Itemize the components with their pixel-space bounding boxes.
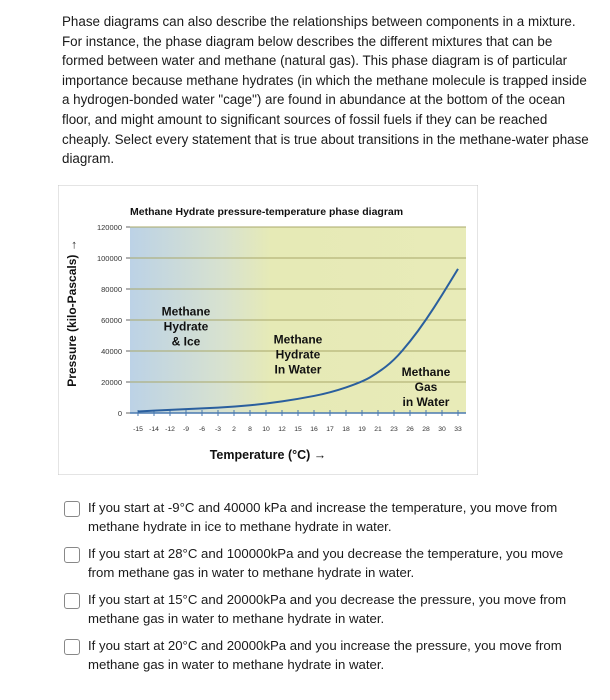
region-label: Methane Hydrate In Water	[273, 332, 323, 377]
x-tick-label: 30	[438, 426, 446, 433]
x-tick-label: 16	[310, 426, 318, 433]
y-axis-label: Pressure (kilo-Pascals) →	[65, 239, 79, 387]
x-tick-label: 18	[342, 426, 350, 433]
option-4-checkbox[interactable]	[64, 639, 80, 655]
region-label: Methane Hydrate & Ice	[161, 304, 211, 349]
y-tick-label: 0	[117, 409, 122, 418]
phase-diagram	[58, 185, 478, 475]
option-3-checkbox[interactable]	[64, 593, 80, 609]
answer-options	[64, 498, 594, 682]
x-tick-label: 19	[358, 426, 366, 433]
x-tick-label: -6	[198, 426, 206, 433]
x-tick-label: 21	[374, 426, 382, 433]
x-tick-label: -9	[182, 426, 190, 433]
option-3-label: If you start at 15°C and 20000kPa and you decrease the pressure, you move from methane gas in water to methane hydrate in water.	[88, 592, 567, 626]
option-1-checkbox[interactable]	[64, 501, 80, 517]
option-2-checkbox[interactable]	[64, 547, 80, 563]
x-tick-label: -15	[133, 426, 143, 433]
x-axis-label: Temperature (°C) →	[209, 448, 327, 462]
option-4-label: If you start at 20°C and 20000kPa and you increase the pressure, you move from methane gas in water to methane hydrate in water.	[88, 638, 562, 672]
y-tick-label: 60000	[101, 316, 122, 325]
x-tick-label: 2	[232, 426, 236, 433]
y-tick-label: 80000	[101, 285, 122, 294]
phase-diagram-svg	[58, 185, 478, 475]
y-tick-label: 20000	[101, 378, 122, 387]
x-tick-label: 17	[326, 426, 334, 433]
y-axis-label-svg	[62, 228, 82, 398]
option-1[interactable]	[64, 498, 594, 536]
x-tick-label: 26	[406, 426, 414, 433]
y-tick-label: 120000	[96, 223, 122, 232]
x-tick-label: 8	[248, 426, 252, 433]
x-tick-label: -12	[165, 426, 175, 433]
question-intro: Phase diagrams can also describe the relationships between components in a mixture. For instance, the phase diagram below describes the different mixtures that can be formed between water and methane (natural gas). This phase diagram is of particular importance because methane hydrates (in which the methane molecule is trapped inside a hydrogen-bonded water "cage") are found in abundance at the bottom of the ocean floor, and might amount to significant sources of fossil fuels if they can be reached cheaply. Select every statement that is true about transitions in the methane-water phase diagram.	[62, 14, 589, 167]
option-1-label: If you start at -9°C and 40000 kPa and increase the temperature, you move from methane hydrate in ice to methane hydrate in water.	[88, 500, 558, 534]
y-tick-label: 40000	[101, 347, 122, 356]
x-tick-label: -14	[149, 426, 159, 433]
x-tick-label: 15	[294, 426, 302, 433]
option-2[interactable]	[64, 544, 594, 582]
x-tick-label: -3	[214, 426, 222, 433]
chart-title: Methane Hydrate pressure-temperature phase diagram	[130, 206, 404, 218]
x-tick-label: 28	[422, 426, 430, 433]
region-label: Methane Gas in Water	[401, 364, 451, 409]
x-tick-label: 33	[454, 426, 462, 433]
x-tick-label: 10	[262, 426, 270, 433]
y-tick-label: 100000	[96, 254, 122, 263]
option-3[interactable]	[64, 590, 594, 628]
option-4[interactable]	[64, 636, 594, 674]
option-2-label: If you start at 28°C and 100000kPa and you decrease the temperature, you move from methane gas in water to methane hydrate in water.	[88, 546, 564, 580]
x-tick-label: 12	[278, 426, 286, 433]
x-tick-label: 23	[390, 426, 398, 433]
